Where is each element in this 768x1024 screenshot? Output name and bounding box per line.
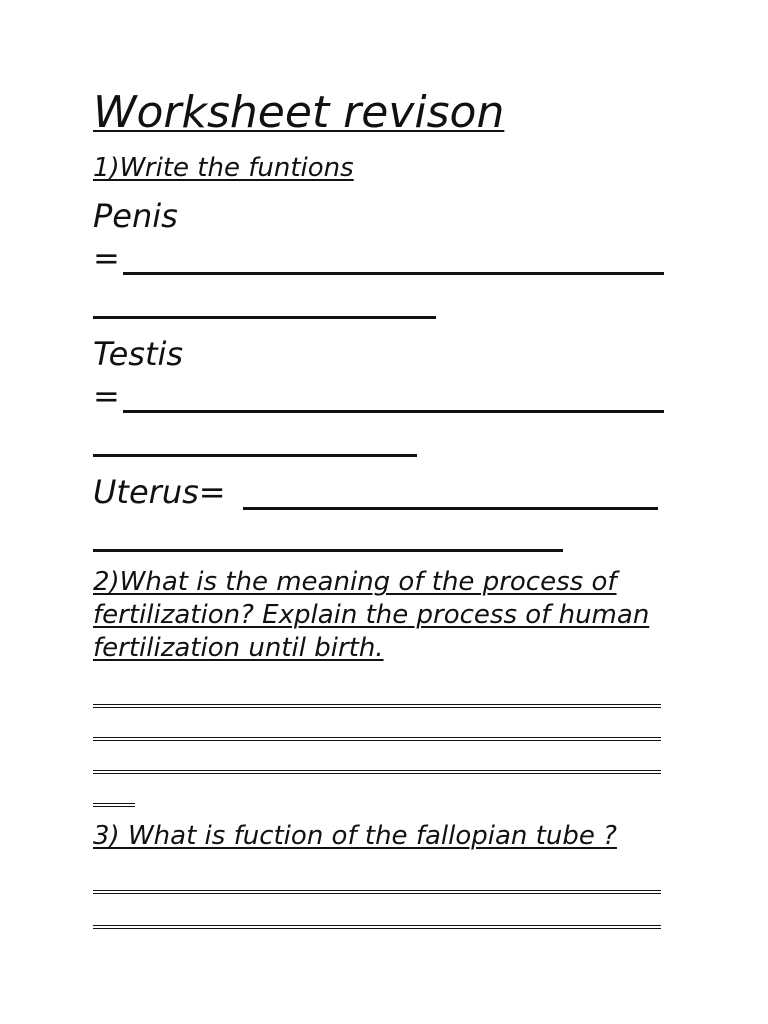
- answer-line-uterus-2[interactable]: [93, 549, 563, 552]
- question-3-heading: 3) What is fuction of the fallopian tube ?: [93, 821, 617, 851]
- question-2-heading: 2)What is the meaning of the process of fertilization? Explain the process of human fertilization until birth.: [93, 567, 650, 663]
- term-uterus-label: Uterus=: [93, 473, 226, 511]
- term-testis-label: Testis: [93, 335, 184, 373]
- answer-line-q2-2[interactable]: [93, 737, 661, 741]
- answer-line-testis-2[interactable]: [93, 454, 417, 457]
- answer-line-q2-1[interactable]: [93, 704, 661, 708]
- answer-line-penis-2[interactable]: [93, 316, 436, 319]
- term-penis-equals: =: [93, 239, 120, 277]
- answer-line-testis-1[interactable]: [123, 410, 664, 413]
- answer-line-q3-2[interactable]: [93, 925, 661, 929]
- term-testis-equals: =: [93, 377, 120, 415]
- page-title: Worksheet revison: [93, 87, 505, 138]
- answer-line-q2-4[interactable]: [93, 803, 135, 807]
- term-penis-label: Penis: [93, 197, 178, 235]
- answer-line-penis-1[interactable]: [123, 272, 664, 275]
- answer-line-q3-1[interactable]: [93, 890, 661, 894]
- answer-line-uterus-1[interactable]: [243, 507, 658, 510]
- answer-line-q2-3[interactable]: [93, 770, 661, 774]
- question-1-heading: 1)Write the funtions: [93, 153, 354, 183]
